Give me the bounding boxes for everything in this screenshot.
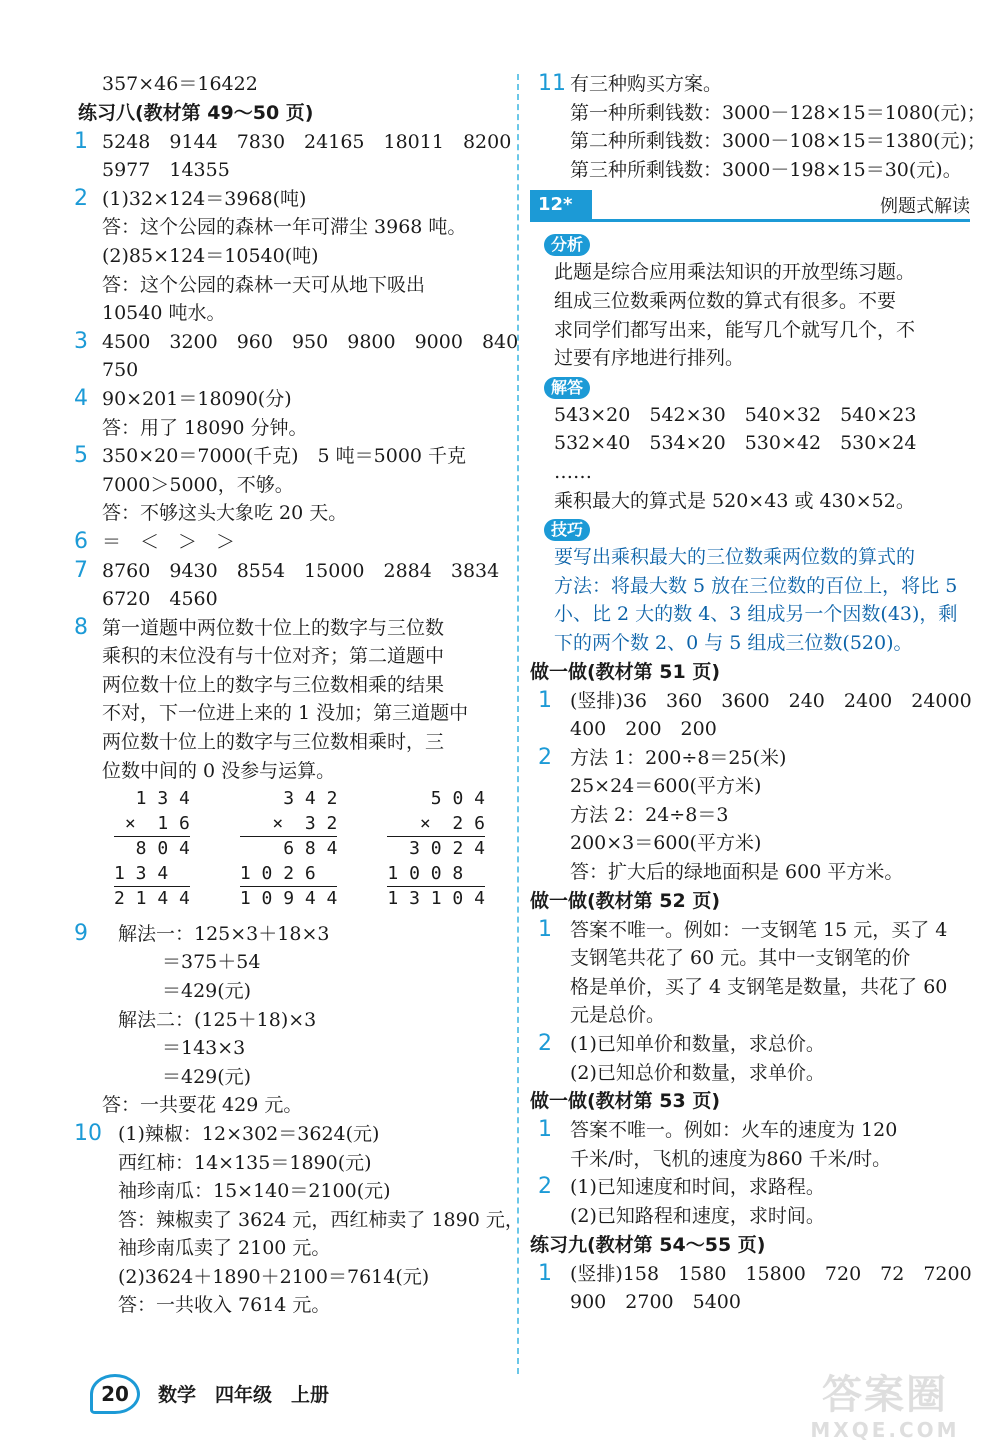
calc-row: × 1 6 [124,812,190,834]
calc-row: 1 0 2 6 [239,862,338,884]
answer-line: 元是总价。 [570,1004,666,1027]
answer-line: 10540 吨水。 [102,302,226,325]
question-number: 7 [74,557,88,583]
example-banner-label: 例题式解读 [880,196,970,218]
vertical-calculations [78,787,510,912]
answer-line: 不对，下一位进上来的 1 没加；第三道题中 [102,702,469,725]
answer-line: 900 2700 5400 [570,1291,741,1314]
tip-line: 方法：将最大数 5 放在三位数的百位上，将比 5 [554,574,958,597]
answer-line: 第三种所剩钱数：3000－198×15＝30(元)。 [570,158,962,181]
answer-line: 10 (1)辣椒：12×302＝3624(元) [74,1120,380,1146]
answer-line: 答：不够这头大象吃 20 天。 [102,502,348,525]
example-banner [530,190,970,222]
answer-line: 6 ＝ ＜ ＞ ＞ [74,528,236,554]
answer-line: 1 (竖排)36 360 3600 240 2400 24000 [538,687,972,713]
answer-line: 7 8760 9430 8554 15000 2884 3834 [74,557,500,583]
answer-line: 2 方法 1：200÷8＝25(米) [538,744,787,770]
question-number: 11 [538,71,566,96]
question-number: 2 [74,185,88,211]
section-heading-page-52: 做一做(教材第 52 页) [530,889,721,912]
answer-line: 两位数十位上的数字与三位数相乘的结果 [102,673,445,696]
answer-line: 第一种所剩钱数：3000－128×15＝1080(元)； [570,101,986,124]
calc-row: 3 4 2 [283,788,338,810]
answer-line: 第二种所剩钱数：3000－108×15＝1380(元)； [570,130,986,153]
calc-row: 6 8 4 [240,836,338,862]
answer-line: 400 200 200 [570,718,717,741]
question-number: 1 [538,916,552,942]
tip-line: 下的两个数 2、0 与 5 组成三位数(520)。 [554,631,913,654]
answer-line: 5977 14355 [102,159,230,182]
tip-line: 要写出乘积最大的三位数乘两位数的算式的 [554,546,916,569]
answer-line: 2 (1)已知速度和时间，求路程。 [538,1174,825,1200]
answer-line: 2 (1)32×124＝3968(吨) [74,185,307,211]
answer-line: 4 90×201＝18090(分) [74,385,292,411]
question-number: 2 [538,1174,552,1200]
calc-row: 8 0 4 [114,836,190,862]
right-column [530,70,986,1317]
answer-line: 答：用了 18090 分钟。 [102,416,308,439]
answer-line: 2 (1)已知单价和数量，求总价。 [538,1031,825,1057]
book-info: 数学 四年级 上册 [158,1384,330,1406]
answer-line: 9 解法一：125×3＋18×3 [74,920,330,946]
question-number: 1 [538,1117,552,1143]
solution-line: 543×20 542×30 540×32 540×23 [554,403,917,426]
answer-line: 支钢笔共花了 60 元。其中一支钢笔的价 [570,947,911,970]
watermark-text: 答案圈 [822,1372,948,1418]
answer-line: 乘积的末位没有与十位对齐；第二道题中 [102,645,445,668]
question-number: 2 [538,744,552,770]
section-heading-exercise-8: 练习八(教材第 49～50 页) [78,101,314,124]
calc-row: 5 0 4 [430,788,485,810]
answer-line: (2)85×124＝10540(吨) [102,244,319,267]
answer-line: 1 答案不唯一。例如：火车的速度为 120 [538,1117,898,1143]
answer-line: 两位数十位上的数字与三位数相乘时，三 [102,731,445,754]
example-badge: 12* [530,190,592,220]
section-heading-exercise-9: 练习九(教材第 54～55 页) [530,1233,766,1256]
answer-line: 1 答案不唯一。例如：一支钢笔 15 元，买了 4 [538,916,948,942]
answer-line: 357×46＝16422 [102,73,258,95]
vertical-calc [240,787,338,912]
watermark-logo [790,1372,980,1448]
answer-line: 1 (竖排)158 1580 15800 720 72 7200 [538,1260,972,1286]
vertical-calc [387,787,485,912]
solution-tag: 解答 [544,377,590,399]
analysis-line: 此题是综合应用乘法知识的开放型练习题。 [554,261,916,284]
answer-line: 西红柿：14×135＝1890(元) [118,1151,372,1174]
answer-line: 11 有三种购买方案。 [538,71,723,96]
calc-row: 3 0 2 4 [387,836,485,862]
answer-line: 25×24＝600(平方米) [570,775,762,798]
answer-line: 答：这个公园的森林一年可滞尘 3968 吨。 [102,216,467,239]
question-number: 3 [74,328,88,354]
answer-line: 答：辣椒卖了 3624 元，西红柿卖了 1890 元， [118,1208,524,1231]
answer-line: 解法二：(125＋18)×3 [118,1008,317,1031]
analysis-line: 组成三位数乘两位数的算式有很多。不要 [554,289,897,312]
answer-line: (2)3624＋1890＋2100＝7614(元) [118,1265,430,1288]
answer-line: 200×3＝600(平方米) [570,832,762,855]
answer-line: 袖珍南瓜：15×140＝2100(元) [118,1180,391,1203]
answer-line: ＝375＋54 [162,951,261,974]
answer-line: 格是单价，买了 4 支钢笔是数量，共花了 60 [570,975,948,998]
page-number-bubble: 20 [90,1374,140,1414]
answer-line: ＝429(元) [162,1065,252,1088]
section-heading-page-51: 做一做(教材第 51 页) [530,660,721,683]
analysis-tag: 分析 [544,234,590,256]
answer-line: ＝429(元) [162,979,252,1002]
calc-row: 2 1 4 4 [114,886,190,912]
answer-line: 750 [102,359,139,382]
question-number: 8 [74,614,88,640]
calc-row: × 3 2 [272,812,338,834]
question-number: 4 [74,385,88,411]
answer-line: 袖珍南瓜卖了 2100 元。 [118,1237,331,1260]
question-number: 9 [74,920,88,946]
calc-row: 1 3 4 [114,862,190,884]
calc-row: 1 3 1 0 4 [387,886,485,912]
question-number: 1 [538,1260,552,1286]
answer-line: ＝143×3 [162,1037,246,1060]
calc-row: 1 0 0 8 [387,862,485,884]
answer-line: (2)已知总价和数量，求单价。 [570,1061,825,1084]
vertical-calc [114,787,190,912]
answer-line: 1 5248 9144 7830 24165 18011 8200 [74,128,512,154]
tip-tag: 技巧 [544,519,590,541]
answer-line: 8 第一道题中两位数十位上的数字与三位数 [74,614,445,640]
answer-line: 3 4500 3200 960 950 9800 9000 840 [74,328,519,354]
question-number: 1 [74,128,88,154]
answer-line: 方法 2：24÷8＝3 [570,803,729,826]
calc-row: × 2 6 [419,812,485,834]
column-divider [517,74,519,1374]
solution-line: 乘积最大的算式是 520×43 或 430×52。 [554,489,915,512]
calc-row: 1 3 4 [135,788,190,810]
solution-line: 532×40 534×20 530×42 530×24 [554,432,917,455]
answer-line: 答：一共要花 429 元。 [102,1094,303,1117]
answer-line: 7000＞5000，不够。 [102,473,294,496]
question-number: 6 [74,528,88,554]
question-number: 10 [74,1120,102,1146]
question-number: 1 [538,687,552,713]
answer-line: 答：一共收入 7614 元。 [118,1294,331,1317]
left-column [74,70,524,1320]
answer-line: 答：这个公园的森林一天可从地下吸出 [102,273,426,296]
answer-line: 5 350×20＝7000(千克) 5 吨＝5000 千克 [74,443,467,469]
answer-line: 位数中间的 0 没参与运算。 [102,759,336,782]
watermark-url: MXQE.COM [810,1418,960,1442]
solution-line: …… [554,460,592,483]
section-heading-page-53: 做一做(教材第 53 页) [530,1090,721,1113]
question-number: 2 [538,1031,552,1057]
answer-line: (2)已知路程和速度，求时间。 [570,1205,825,1227]
answer-line: 6720 4560 [102,588,218,611]
answer-line: 千米/时，飞机的速度为860 千米/时。 [570,1147,892,1170]
analysis-line: 求同学们都写出来，能写几个就写几个，不 [554,318,916,341]
tip-line: 小、比 2 大的数 4、3 组成另一个因数(43)，剩 [554,603,958,626]
question-number: 5 [74,443,88,469]
analysis-line: 过要有序地进行排列。 [554,347,745,370]
calc-row: 1 0 9 4 4 [240,886,338,912]
answer-line: 答：扩大后的绿地面积是 600 平方米。 [570,861,904,884]
